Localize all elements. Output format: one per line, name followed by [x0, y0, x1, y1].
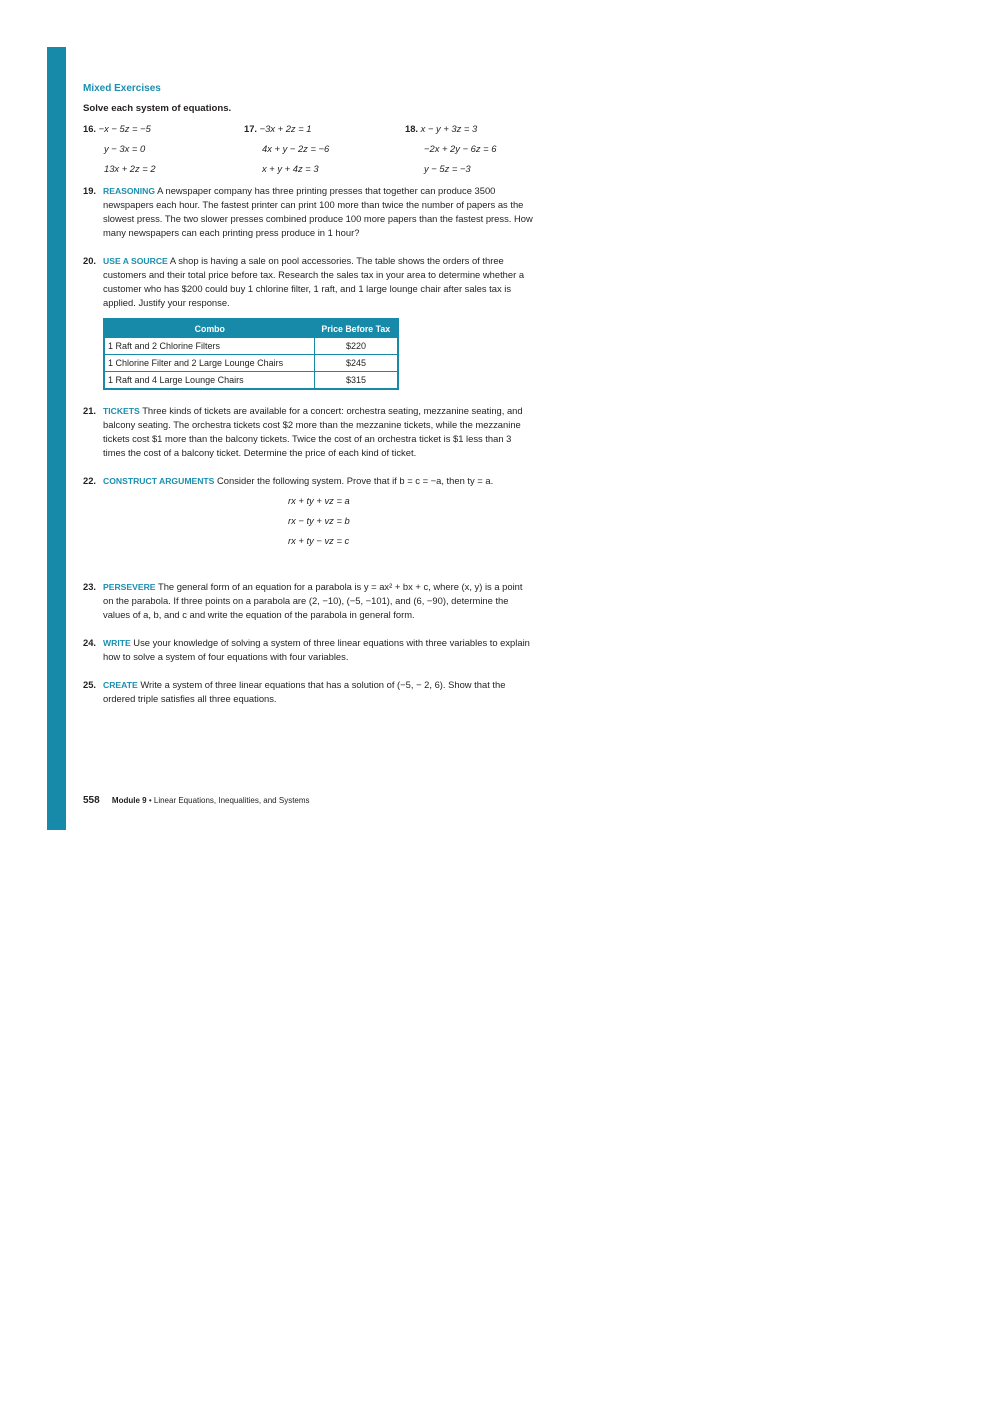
system-row-3	[83, 162, 533, 182]
problem-text: The general form of an equation for a parabola is y = ax² + bx + c, where (x, y) is a point on the parabola. If three points on a parabola are (2, −10), (−5, −101), and (6, −90), determine the values of a, b, and c and write the equation of the parabola in general form.	[103, 581, 523, 620]
problem-number: 21.	[83, 405, 97, 416]
equation: 13x + 2z = 2	[104, 163, 156, 174]
table-header: Combo	[104, 319, 315, 338]
equation: y − 5z = −3	[424, 163, 471, 174]
problem-20	[83, 254, 533, 310]
problem-number: 23.	[83, 581, 97, 592]
equation: y − 3x = 0	[104, 143, 146, 154]
problem-text: Write a system of three linear equations that has a solution of (−5, − 2, 6). Show that the ordered triple satisfies all three equations.	[103, 679, 506, 704]
systems-block	[83, 122, 533, 182]
problem-tag: CREATE	[103, 680, 138, 690]
footer-separator: •	[148, 796, 152, 805]
equation: −2x + 2y − 6z = 6	[424, 143, 497, 154]
problem-number: 20.	[83, 255, 97, 266]
problem-number: 25.	[83, 679, 97, 690]
problem-number: 16.	[83, 123, 97, 134]
module-label: Module 9	[111, 796, 147, 805]
system-equation: rx − ty + vz = b	[288, 515, 350, 526]
problem-19	[83, 184, 533, 240]
table-cell: $245	[315, 355, 399, 372]
problem-23	[83, 580, 533, 622]
table-cell: 1 Chlorine Filter and 2 Large Lounge Chairs	[104, 355, 315, 372]
table-cell: 1 Raft and 2 Chlorine Filters	[104, 338, 315, 355]
system-equation: rx + ty − vz = c	[288, 535, 350, 546]
problem-21	[83, 404, 533, 460]
system-equation: rx + ty + vz = a	[288, 495, 350, 506]
table-row	[104, 338, 398, 355]
problem-number: 22.	[83, 475, 97, 486]
problem-number: 18.	[405, 123, 419, 134]
price-table	[103, 318, 399, 390]
module-title: Linear Equations, Inequalities, and Systems	[153, 796, 310, 805]
system-22	[288, 494, 533, 554]
problem-tag: CONSTRUCT ARGUMENTS	[103, 476, 215, 486]
table-cell: $220	[315, 338, 399, 355]
problem-22	[83, 474, 533, 488]
problem-text: Consider the following system. Prove that if b = c = −a, then ty = a.	[217, 475, 494, 486]
problem-tag: WRITE	[103, 638, 131, 648]
problem-text: A shop is having a sale on pool accessories. The table shows the orders of three customers and their total price before tax. Research the sales tax in your area to determine whether a customer who has $200 could buy 1 chlorine filter, 1 raft, and 1 large lounge chair after sales tax is applied. Justify your response.	[103, 255, 525, 308]
system-row-2	[83, 142, 533, 162]
table-header-row	[104, 319, 398, 338]
system-row-1	[83, 122, 533, 142]
problem-number: 24.	[83, 637, 97, 648]
side-accent-bar	[47, 47, 66, 830]
page-footer	[83, 795, 310, 806]
problem-tag: USE A SOURCE	[103, 256, 168, 266]
problem-24	[83, 636, 533, 664]
problem-text: Three kinds of tickets are available for a concert: orchestra seating, mezzanine seating, and balcony seating. The orchestra tickets cost $2 more than the mezzanine tickets, while the mezzanine tickets cost $1 more than the balcony tickets. Twice the cost of an orchestra ticket is $1 less than 3 times the cost of a balcony ticket. Determine the price of each kind of ticket.	[103, 405, 523, 458]
table-cell: 1 Raft and 4 Large Lounge Chairs	[104, 372, 315, 390]
table-row	[104, 355, 398, 372]
problem-tag: TICKETS	[103, 406, 140, 416]
equation: x + y + 4z = 3	[262, 163, 319, 174]
table-cell: $315	[315, 372, 399, 390]
equation: −x − 5z = −5	[98, 123, 151, 134]
table-header: Price Before Tax	[315, 319, 399, 338]
equation: −3x + 2z = 1	[259, 123, 312, 134]
page-content	[83, 82, 533, 706]
table-row	[104, 372, 398, 390]
instructions: Solve each system of equations.	[83, 103, 232, 114]
problem-number: 17.	[244, 123, 258, 134]
equation: x − y + 3z = 3	[420, 123, 478, 134]
equation: 4x + y − 2z = −6	[262, 143, 330, 154]
problem-text: Use your knowledge of solving a system of three linear equations with three variables to explain how to solve a system of four equations with four variables.	[103, 637, 530, 662]
page-number: 558	[83, 795, 100, 806]
problem-text: A newspaper company has three printing presses that together can produce 3500 newspapers each hour. The fastest printer can print 100 more than twice the number of papers as the slowest press. The two slower presses combined produce 100 more papers than the fastest press. How many newspapers can each printing press produce in 1 hour?	[103, 185, 533, 238]
problem-number: 19.	[83, 185, 97, 196]
problem-tag: REASONING	[103, 186, 156, 196]
problem-tag: PERSEVERE	[103, 582, 156, 592]
problem-25	[83, 678, 533, 706]
section-title: Mixed Exercises	[83, 83, 161, 94]
